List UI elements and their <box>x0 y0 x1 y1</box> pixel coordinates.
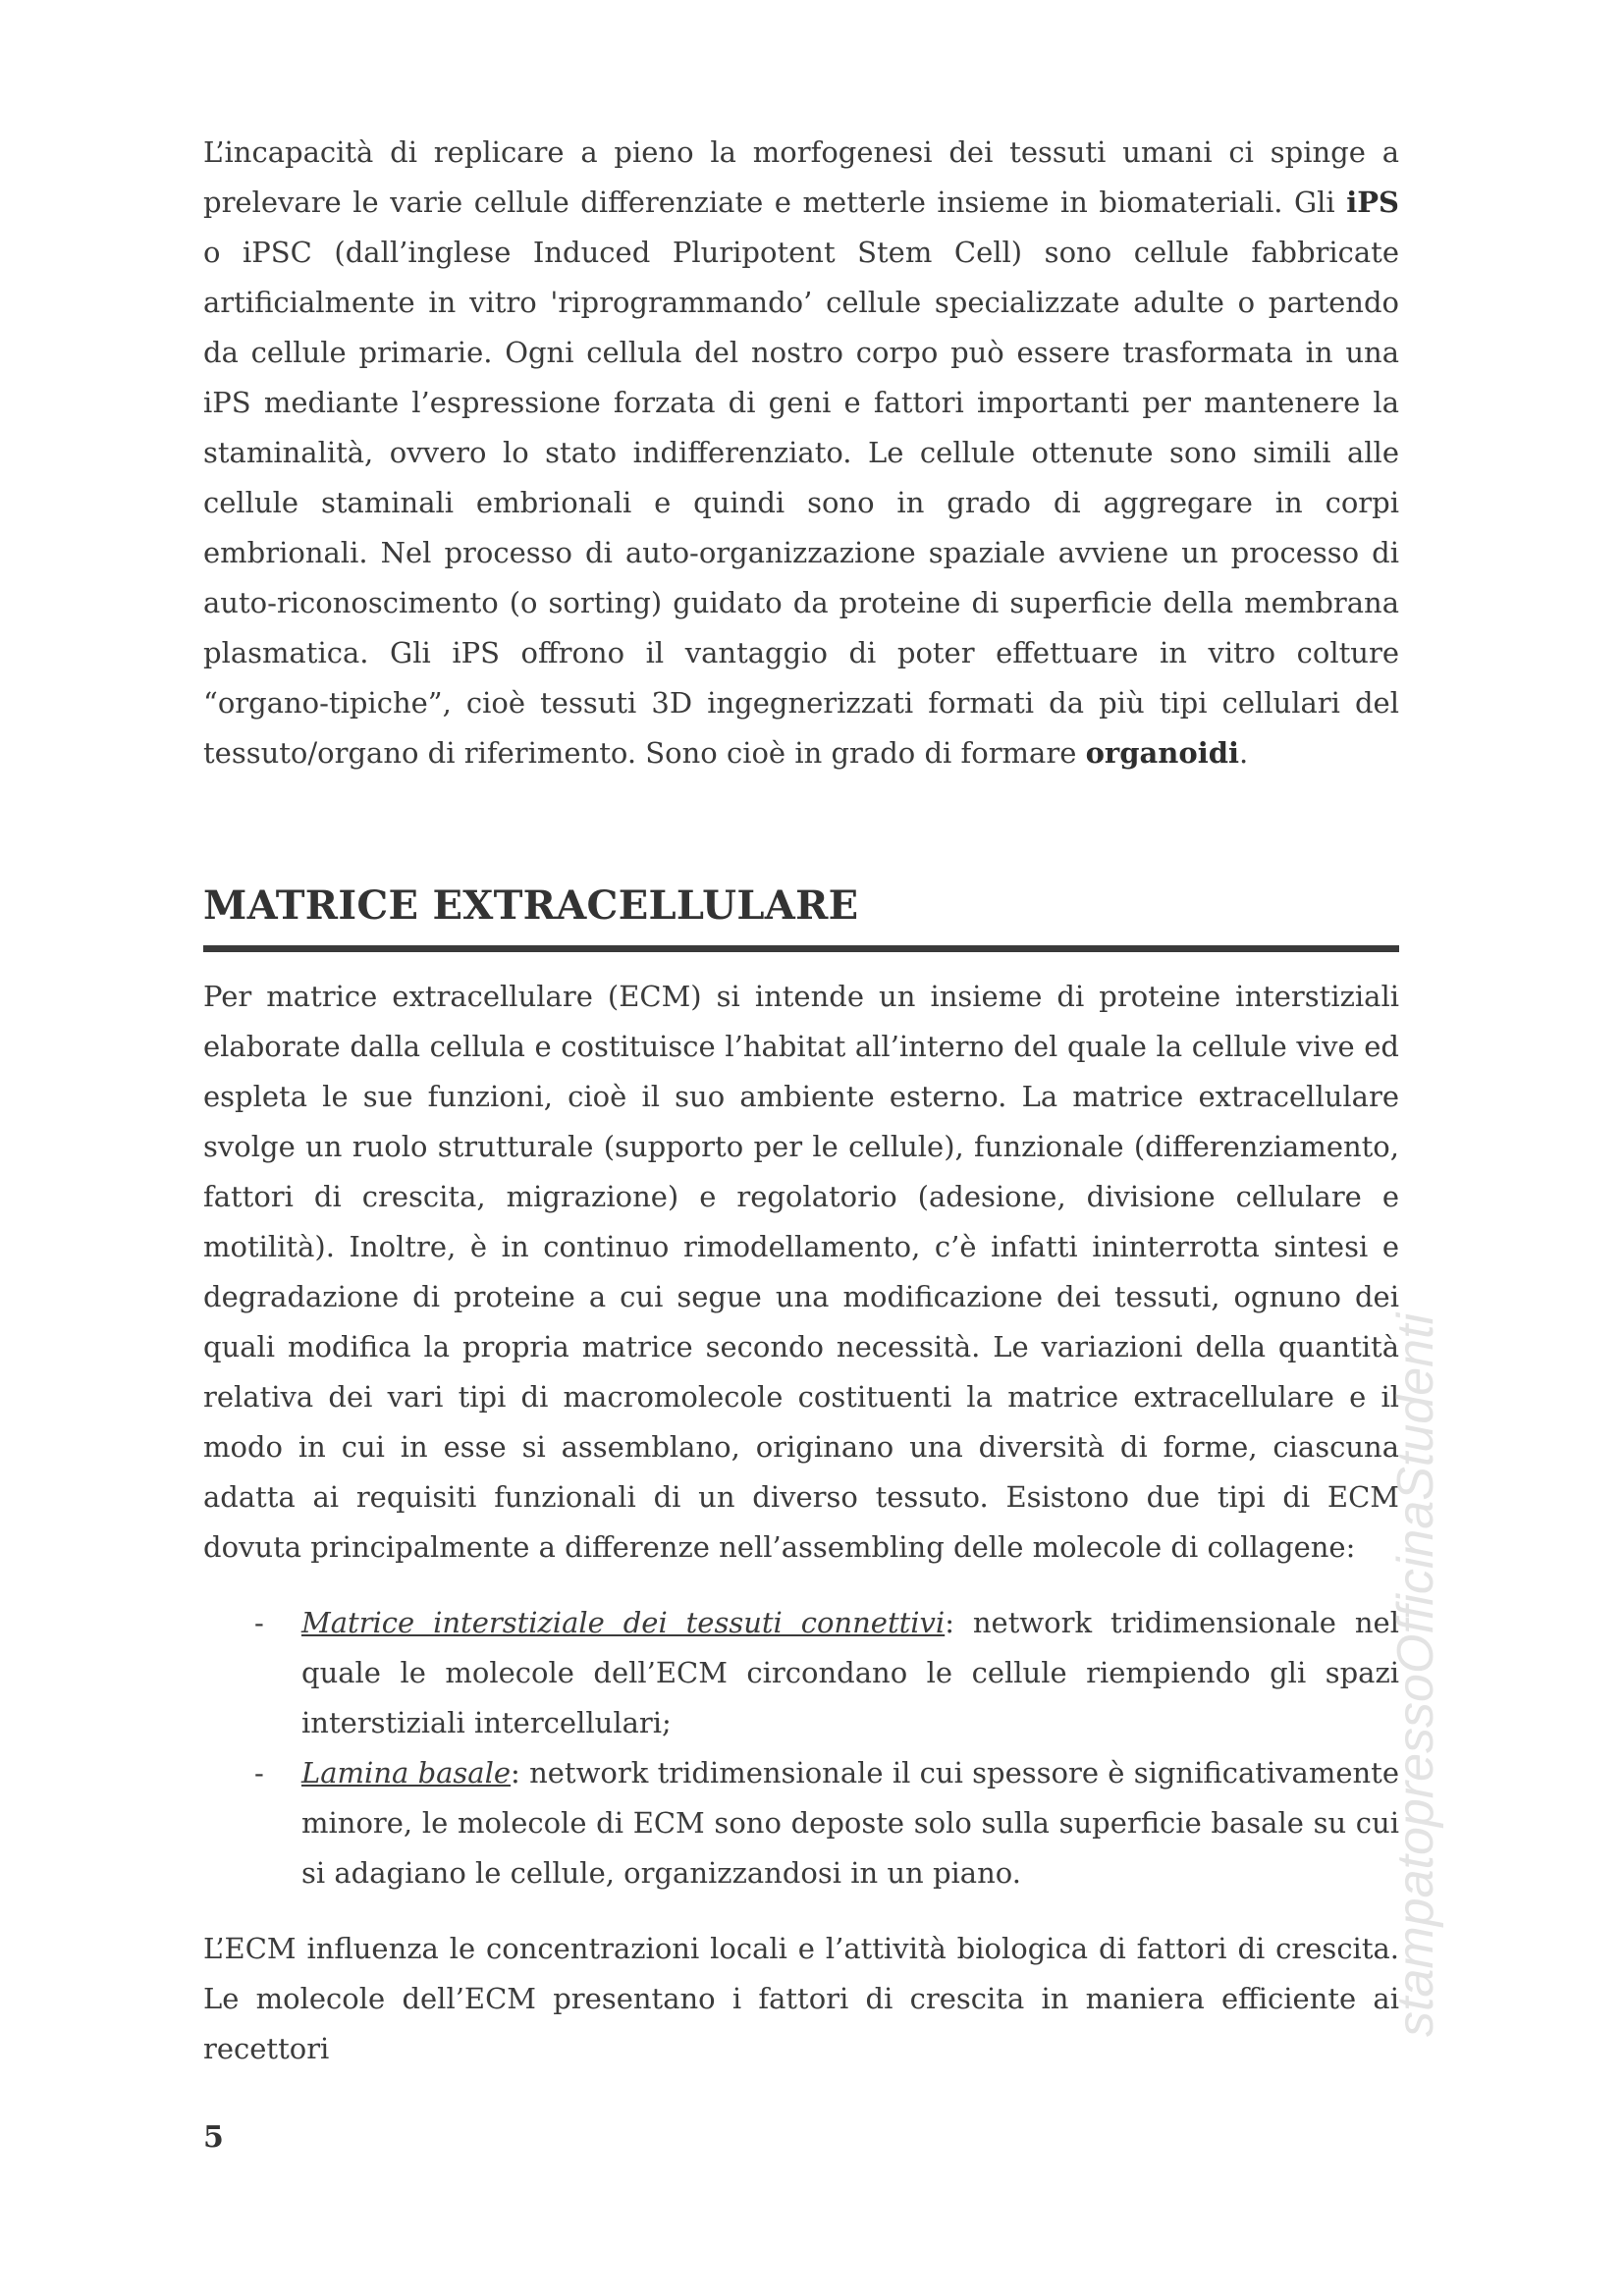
page-number: 5 <box>203 2120 224 2155</box>
list-term: Lamina basale <box>301 1756 512 1789</box>
page-content <box>203 128 1399 2074</box>
ecm-types-list <box>203 1598 1399 1898</box>
organoidi-term: organoidi <box>1085 736 1240 770</box>
intro-text-3: . <box>1239 736 1249 770</box>
list-text: : network tridimensionale nel quale le molecole dell’ECM circondano le cellule riempiendo gli spazi interstiziali intercellulari; <box>301 1606 1399 1739</box>
ecm-paragraph-2: L’ECM influenza le concentrazioni locali e l’attività biologica di fattori di crescita. Le molecole dell’ECM presentano i fattori di crescita in maniera efficiente ai recettori <box>203 1932 1399 2065</box>
intro-paragraph <box>203 128 1399 778</box>
intro-text-2: o iPSC (dall’inglese Induced Pluripotent Stem Cell) sono cellule fabbricate artificialmente in vitro 'riprogrammando’ cellule specializzate adulte o partendo da cellule primarie. Ogni cellula del nostro corpo può essere trasformata in una iPS mediante l’espressione forzata di geni e fattori importanti per mantenere la staminalità, ovvero lo stato indifferenziato. Le cellule ottenute sono simili alle cellule staminali embrionali e quindi sono in grado di aggregare in corpi embrionali. Nel processo di auto-organizzazione spaziale avviene un processo di auto-riconoscimento (o sorting) guidato da proteine di superficie della membrana plasmatica. Gli iPS offrono il vantaggio di poter effettuare in vitro colture “organo-tipiche”, cioè tessuti 3D ingegnerizzati formati da più tipi cellulari del tessuto/organo di riferimento. Sono cioè in grado di formare <box>203 236 1399 770</box>
watermark: stampatopressoOfficinaStudenti <box>1387 1312 1444 2037</box>
list-dash: - <box>254 1756 264 1789</box>
ips-term: iPS <box>1346 186 1399 219</box>
intro-text-1: L’incapacità di replicare a pieno la morfogenesi dei tessuti umani ci spinge a prelevare le varie cellule differenziate e metterle insieme in biomateriali. Gli <box>203 135 1399 219</box>
list-item <box>203 1748 1399 1898</box>
section-heading: MATRICE EXTRACELLULARE <box>203 882 859 929</box>
ecm-paragraph-1: Per matrice extracellulare (ECM) si intende un insieme di proteine interstiziali elaborate dalla cellula e costituisce l’habitat all’interno del quale la cellule vive ed espleta le sue funzioni, cioè il suo ambiente esterno. La matrice extracellulare svolge un ruolo strutturale (supporto per le cellule), funzionale (differenziamento, fattori di crescita, migrazione) e regolatorio (adesione, divisione cellulare e motilità). Inoltre, è in continuo rimodellamento, c’è infatti ininterrotta sintesi e degradazione di proteine a cui segue una modificazione dei tessuti, ognuno dei quali modifica la propria matrice secondo necessità. Le variazioni della quantità relativa dei vari tipi di macromolecole costituenti la matrice extracellulare e il modo in cui in esse si assemblano, originano una diversità di forme, ciascuna adatta ai requisiti funzionali di un diverso tessuto. Esistono due tipi di ECM dovuta principalmente a differenze nell’assembling delle molecole di collagene: <box>203 980 1399 1564</box>
list-text: : network tridimensionale il cui spessore è significativamente minore, le molecole di ECM sono deposte solo sulla superficie basale su cui si adagiano le cellule, organizzandosi in un piano. <box>301 1756 1399 1890</box>
list-dash: - <box>254 1606 264 1639</box>
list-term: Matrice interstiziale dei tessuti connettivi <box>301 1606 946 1639</box>
heading-rule <box>203 945 1399 952</box>
list-item <box>203 1598 1399 1748</box>
